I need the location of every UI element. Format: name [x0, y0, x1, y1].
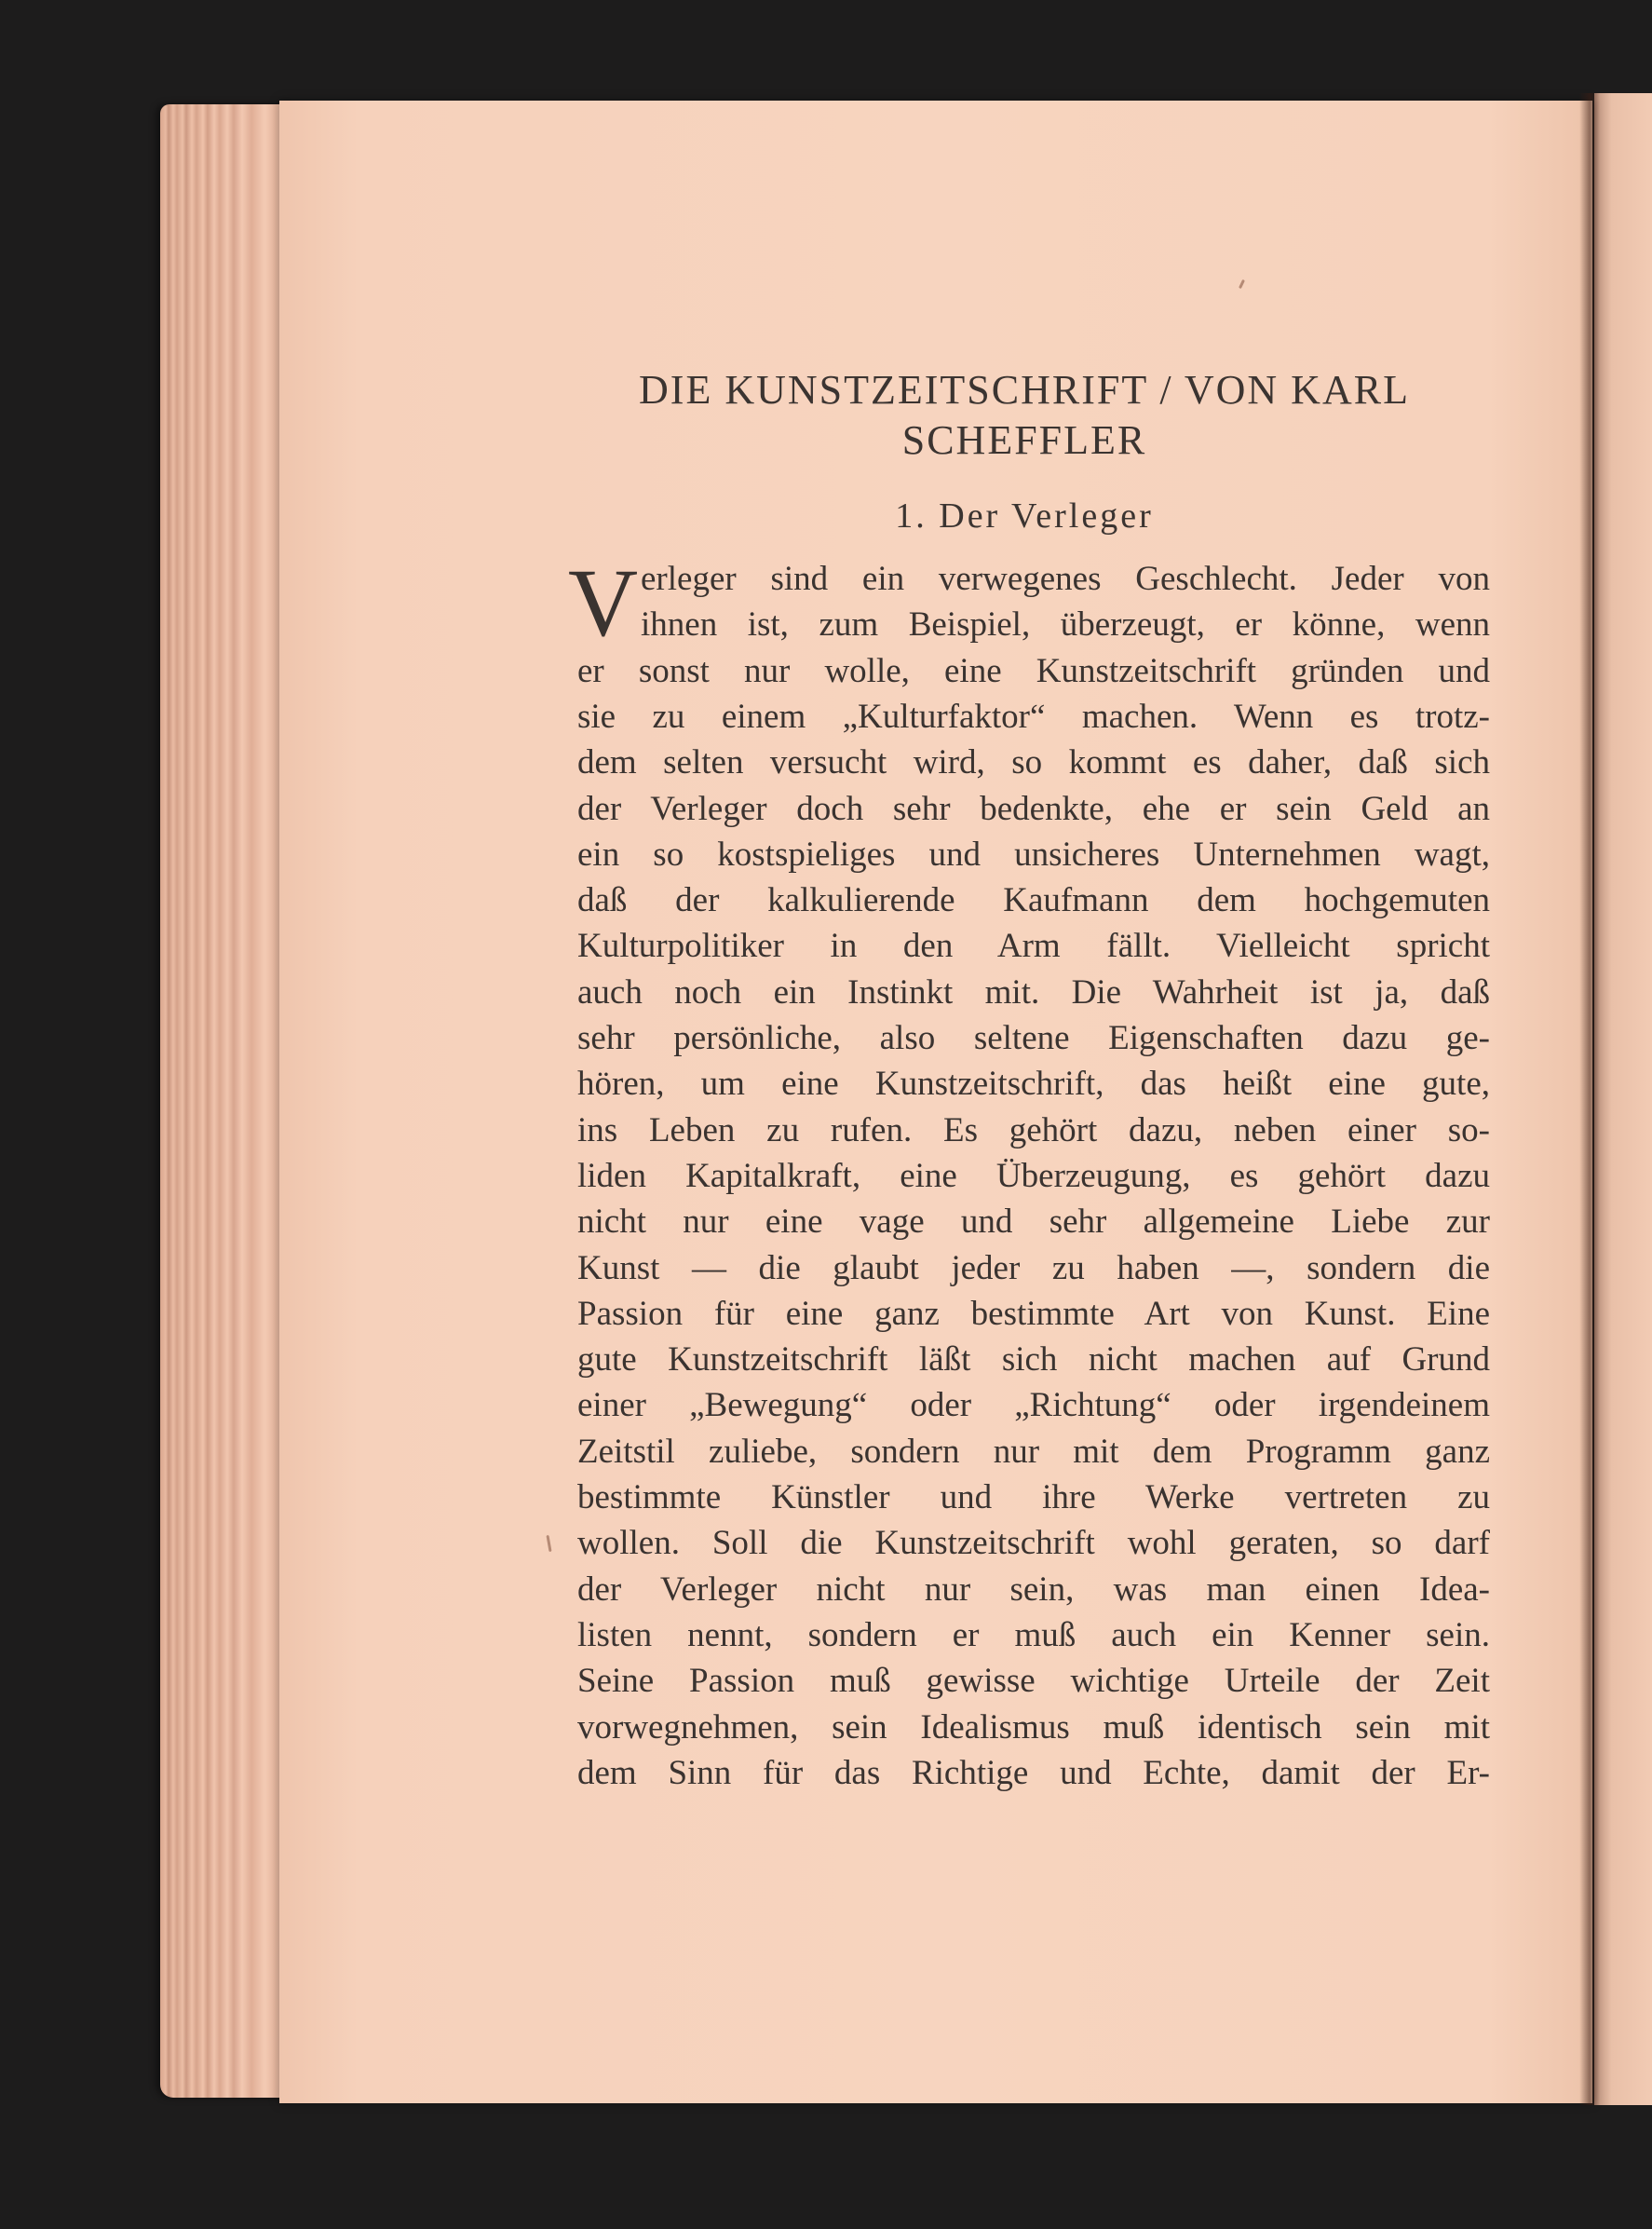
body-line: Passion für eine ganz bestimmte Art von Kunst. Eine — [577, 1294, 1490, 1333]
facing-page-edge — [1594, 93, 1652, 2105]
body-line: liden Kapitalkraft, eine Überzeugung, es gehört dazu — [577, 1156, 1490, 1195]
book-gutter — [1579, 93, 1600, 2105]
body-line: sie zu einem „Kulturfaktor“ machen. Wenn es trotz- — [577, 697, 1490, 736]
body-line: wollen. Soll die Kunstzeitschrift wohl geraten, so darf — [577, 1524, 1490, 1563]
body-line: nicht nur eine vage und sehr allgemeine Liebe zur — [577, 1203, 1490, 1242]
body-line: daß der kalkulierende Kaufmann dem hochgemuten — [577, 881, 1490, 920]
body-line: hören, um eine Kunstzeitschrift, das heißt eine gute, — [577, 1065, 1490, 1104]
body-line: Zeitstil zuliebe, sondern nur mit dem Programm ganz — [577, 1432, 1490, 1471]
drop-cap: V — [568, 550, 639, 657]
body-line: auch noch ein Instinkt mit. Die Wahrheit ist ja, daß — [577, 972, 1490, 1012]
body-line: er sonst nur wolle, eine Kunstzeitschrift gründen und — [577, 651, 1490, 690]
body-line: Seine Passion muß gewisse wichtige Urteile der Zeit — [577, 1662, 1490, 1701]
article-title — [577, 365, 1471, 466]
body-line: der Verleger nicht nur sein, was man einen Idea- — [577, 1570, 1490, 1609]
body-line: gute Kunstzeitschrift läßt sich nicht machen auf Grund — [577, 1340, 1490, 1380]
body-line: ins Leben zu rufen. Es gehört dazu, neben einer so- — [577, 1110, 1490, 1149]
body-line: bestimmte Künstler und ihre Werke vertreten zu — [577, 1478, 1490, 1516]
body-line: ihnen ist, zum Beispiel, überzeugt, er könne, wenn — [641, 605, 1490, 645]
title-line-2: SCHEFFLER — [901, 417, 1147, 463]
body-line: sehr persönliche, also seltene Eigenschaften dazu ge- — [577, 1019, 1490, 1057]
page-edges — [160, 104, 291, 2098]
title-line-1: DIE KUNSTZEITSCHRIFT / VON KARL — [639, 367, 1410, 413]
body-line: dem Sinn für das Richtige und Echte, damit der Er- — [577, 1753, 1490, 1792]
body-line: dem selten versucht wird, so kommt es daher, daß sich — [577, 743, 1490, 782]
body-line: vorwegnehmen, sein Idealismus muß identisch sein mit — [577, 1707, 1490, 1747]
section-heading: 1. Der Verleger — [895, 496, 1154, 536]
body-line: Kunst — die glaubt jeder zu haben —, sondern die — [577, 1248, 1490, 1287]
body-line: erleger sind ein verwegenes Geschlecht. Jeder von — [641, 560, 1490, 598]
body-line: listen nennt, sondern er muß auch ein Kenner sein. — [577, 1615, 1490, 1654]
body-line: ein so kostspieliges und unsicheres Unternehmen wagt, — [577, 835, 1490, 874]
body-line: Kulturpolitiker in den Arm fällt. Vielleicht spricht — [577, 927, 1490, 966]
body-line: einer „Bewegung“ oder „Richtung“ oder irgendeinem — [577, 1386, 1490, 1425]
body-line: der Verleger doch sehr bedenkte, ehe er sein Geld an — [577, 789, 1490, 828]
